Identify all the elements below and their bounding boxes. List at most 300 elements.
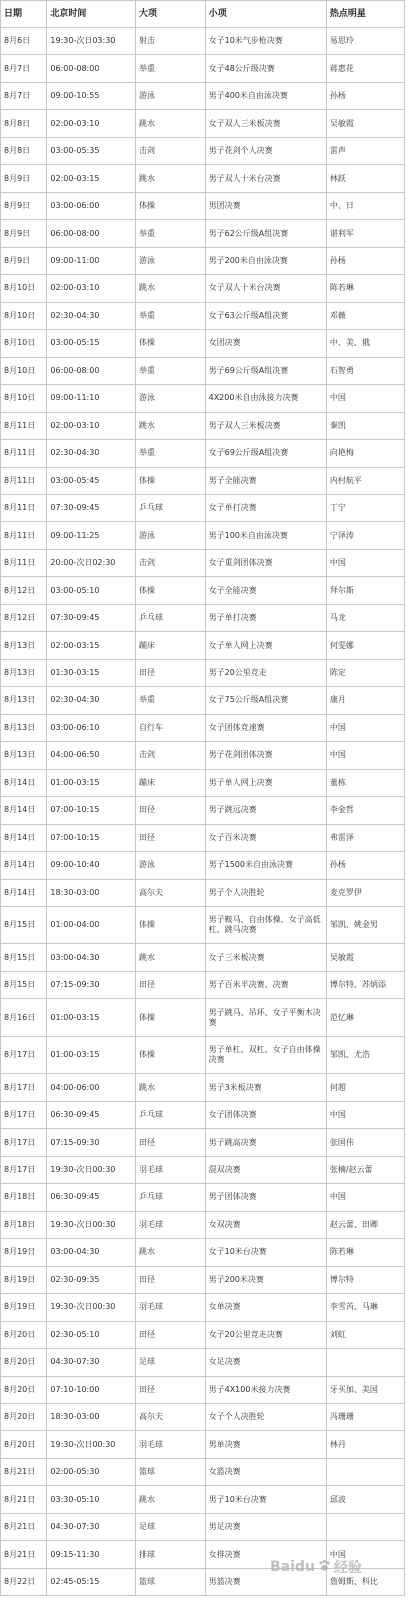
cell-star <box>326 1513 404 1540</box>
cell-event: 男子百米半决赛、决赛 <box>205 971 326 998</box>
cell-sport: 跳水 <box>136 412 206 439</box>
cell-event: 女足决赛 <box>205 1349 326 1376</box>
cell-time: 06:00-08:00 <box>47 357 136 384</box>
cell-star: 中国 <box>326 385 404 412</box>
cell-event: 男子团体决赛 <box>205 1184 326 1211</box>
cell-event: 女子单人网上决赛 <box>205 632 326 659</box>
cell-event: 女子全能决赛 <box>205 577 326 604</box>
cell-date: 8月9日 <box>1 220 47 247</box>
cell-sport: 举重 <box>136 357 206 384</box>
cell-date: 8月7日 <box>1 55 47 82</box>
cell-time: 04:00-06:00 <box>47 1074 136 1101</box>
cell-date: 8月9日 <box>1 192 47 219</box>
cell-time: 02:00-03:10 <box>47 412 136 439</box>
cell-date: 8月17日 <box>1 1156 47 1183</box>
cell-star: 石智勇 <box>326 357 404 384</box>
cell-event: 女子75公斤级A组决赛 <box>205 687 326 714</box>
cell-time: 03:00-05:15 <box>47 330 136 357</box>
cell-sport: 乒乓球 <box>136 604 206 631</box>
table-row <box>1 1513 405 1540</box>
cell-star: 中国 <box>326 1101 404 1128</box>
cell-star: 弗雷泽 <box>326 824 404 851</box>
cell-date: 8月20日 <box>1 1349 47 1376</box>
cell-time: 02:30-04:30 <box>47 687 136 714</box>
cell-sport: 击剑 <box>136 742 206 769</box>
cell-time: 03:00-04:30 <box>47 944 136 971</box>
cell-date: 8月15日 <box>1 971 47 998</box>
cell-sport: 田径 <box>136 824 206 851</box>
cell-time: 07:00-10:15 <box>47 797 136 824</box>
table-row <box>1 165 405 192</box>
cell-time: 06:30-09:45 <box>47 1184 136 1211</box>
table-row <box>1 467 405 494</box>
cell-event: 男子花剑个人决赛 <box>205 137 326 164</box>
cell-star: 吴敏霞 <box>326 944 404 971</box>
watermark-suffix: 经验 <box>333 1560 362 1576</box>
cell-date: 8月6日 <box>1 28 47 55</box>
cell-event: 男团决赛 <box>205 192 326 219</box>
table-row <box>1 1211 405 1238</box>
cell-date: 8月10日 <box>1 330 47 357</box>
cell-star: 董栋 <box>326 769 404 796</box>
cell-sport: 跳水 <box>136 110 206 137</box>
cell-time: 19:30-次日03:30 <box>47 28 136 55</box>
table-row <box>1 659 405 686</box>
cell-event: 男子双人三米板决赛 <box>205 412 326 439</box>
watermark-brand: Baidu <box>270 1559 315 1575</box>
cell-time: 01:00-04:00 <box>47 907 136 944</box>
cell-sport: 举重 <box>136 220 206 247</box>
table-row <box>1 944 405 971</box>
cell-star: 何雯娜 <box>326 632 404 659</box>
cell-date: 8月10日 <box>1 275 47 302</box>
cell-star: 林跃 <box>326 165 404 192</box>
cell-time: 02:30-04:30 <box>47 440 136 467</box>
cell-time: 03:30-05:10 <box>47 1486 136 1513</box>
cell-star: 马龙 <box>326 604 404 631</box>
cell-date: 8月7日 <box>1 82 47 109</box>
header-sport: 大项 <box>136 1 206 28</box>
cell-sport: 体操 <box>136 467 206 494</box>
cell-date: 8月21日 <box>1 1458 47 1485</box>
table-row <box>1 330 405 357</box>
cell-time: 20:00-次日02:30 <box>47 549 136 576</box>
table-row <box>1 82 405 109</box>
cell-event: 女子63公斤级A组决赛 <box>205 302 326 329</box>
table-row <box>1 28 405 55</box>
cell-sport: 高尔夫 <box>136 1403 206 1430</box>
cell-star: 陈若琳 <box>326 275 404 302</box>
cell-date: 8月19日 <box>1 1239 47 1266</box>
table-row <box>1 549 405 576</box>
cell-date: 8月13日 <box>1 632 47 659</box>
table-row <box>1 632 405 659</box>
cell-event: 女子10米台决赛 <box>205 1239 326 1266</box>
cell-event: 女子48公斤级决赛 <box>205 55 326 82</box>
cell-time: 07:00-10:15 <box>47 824 136 851</box>
table-row <box>1 907 405 944</box>
cell-time: 07:30-09:45 <box>47 494 136 521</box>
cell-time: 04:30-07:30 <box>47 1349 136 1376</box>
cell-event: 男子单打决赛 <box>205 604 326 631</box>
cell-event: 女子10米气步枪决赛 <box>205 28 326 55</box>
cell-sport: 射击 <box>136 28 206 55</box>
cell-star: 邓薇 <box>326 302 404 329</box>
cell-sport: 蹦床 <box>136 769 206 796</box>
cell-star: 内村航平 <box>326 467 404 494</box>
table-row <box>1 1036 405 1073</box>
cell-date: 8月14日 <box>1 797 47 824</box>
cell-event: 男子200米决赛 <box>205 1266 326 1293</box>
cell-sport: 田径 <box>136 797 206 824</box>
cell-star: 冯珊珊 <box>326 1403 404 1430</box>
cell-date: 8月22日 <box>1 1568 47 1595</box>
table-row <box>1 110 405 137</box>
header-row <box>1 1 405 28</box>
cell-date: 8月17日 <box>1 1074 47 1101</box>
cell-time: 04:00-06:50 <box>47 742 136 769</box>
cell-sport: 举重 <box>136 302 206 329</box>
cell-star: 范忆琳 <box>326 999 404 1036</box>
cell-event: 女子单打决赛 <box>205 494 326 521</box>
cell-date: 8月15日 <box>1 907 47 944</box>
cell-event: 男子100米自由泳决赛 <box>205 522 326 549</box>
table-row <box>1 494 405 521</box>
cell-date: 8月21日 <box>1 1541 47 1568</box>
cell-event: 女子重剑团体决赛 <box>205 549 326 576</box>
cell-time: 06:00-08:00 <box>47 220 136 247</box>
cell-date: 8月11日 <box>1 412 47 439</box>
header-beijing-time: 北京时间 <box>47 1 136 28</box>
cell-date: 8月13日 <box>1 659 47 686</box>
cell-event: 男足决赛 <box>205 1513 326 1540</box>
cell-date: 8月14日 <box>1 824 47 851</box>
cell-time: 02:45-05:15 <box>47 1568 136 1595</box>
cell-time: 03:00-06:10 <box>47 714 136 741</box>
cell-sport: 羽毛球 <box>136 1294 206 1321</box>
cell-event: 男子1500米自由泳决赛 <box>205 852 326 879</box>
cell-date: 8月9日 <box>1 247 47 274</box>
cell-star: 邱波 <box>326 1486 404 1513</box>
cell-star: 博尔特、苏炳添 <box>326 971 404 998</box>
cell-date: 8月20日 <box>1 1376 47 1403</box>
cell-sport: 跳水 <box>136 1074 206 1101</box>
table-row <box>1 1403 405 1430</box>
table-row <box>1 1129 405 1156</box>
cell-star: 李金哲 <box>326 797 404 824</box>
table-row <box>1 1156 405 1183</box>
cell-sport: 篮球 <box>136 1458 206 1485</box>
table-row <box>1 1239 405 1266</box>
cell-time: 06:00-08:00 <box>47 55 136 82</box>
cell-sport: 游泳 <box>136 82 206 109</box>
cell-sport: 游泳 <box>136 385 206 412</box>
cell-star: 刘虹 <box>326 1321 404 1348</box>
cell-star: 牙买加、美国 <box>326 1376 404 1403</box>
cell-date: 8月11日 <box>1 522 47 549</box>
cell-star: 秦凯 <box>326 412 404 439</box>
header-star: 热点明星 <box>326 1 404 28</box>
cell-event: 男子跳马、吊环、女子平衡木决赛 <box>205 999 326 1036</box>
cell-date: 8月13日 <box>1 742 47 769</box>
cell-time: 09:00-11:10 <box>47 385 136 412</box>
cell-star: 易思玲 <box>326 28 404 55</box>
cell-sport: 乒乓球 <box>136 1184 206 1211</box>
table-row <box>1 275 405 302</box>
cell-date: 8月9日 <box>1 165 47 192</box>
cell-time: 09:00-11:00 <box>47 247 136 274</box>
table-row <box>1 1431 405 1458</box>
cell-sport: 体操 <box>136 577 206 604</box>
cell-time: 18:30-03:00 <box>47 1403 136 1430</box>
cell-date: 8月20日 <box>1 1321 47 1348</box>
cell-time: 01:00-03:15 <box>47 769 136 796</box>
cell-star: 中、日 <box>326 192 404 219</box>
cell-time: 02:00-05:30 <box>47 1458 136 1485</box>
table-row <box>1 852 405 879</box>
cell-time: 02:00-03:15 <box>47 165 136 192</box>
cell-date: 8月10日 <box>1 357 47 384</box>
table-row <box>1 971 405 998</box>
cell-date: 8月21日 <box>1 1486 47 1513</box>
cell-event: 男子10米台决赛 <box>205 1486 326 1513</box>
cell-date: 8月8日 <box>1 137 47 164</box>
cell-sport: 田径 <box>136 1129 206 1156</box>
cell-sport: 田径 <box>136 1376 206 1403</box>
cell-sport: 足球 <box>136 1513 206 1540</box>
cell-sport: 体操 <box>136 1036 206 1073</box>
table-row <box>1 1568 405 1595</box>
cell-event: 男子跳远决赛 <box>205 797 326 824</box>
table-row <box>1 137 405 164</box>
table-row <box>1 247 405 274</box>
table-row <box>1 797 405 824</box>
cell-sport: 高尔夫 <box>136 879 206 906</box>
cell-date: 8月17日 <box>1 1036 47 1073</box>
cell-sport: 体操 <box>136 192 206 219</box>
cell-time: 02:00-03:10 <box>47 275 136 302</box>
cell-time: 02:30-05:10 <box>47 1321 136 1348</box>
cell-date: 8月13日 <box>1 687 47 714</box>
cell-time: 09:15-11:30 <box>47 1541 136 1568</box>
cell-date: 8月14日 <box>1 769 47 796</box>
table-row <box>1 1349 405 1376</box>
cell-date: 8月21日 <box>1 1513 47 1540</box>
cell-event: 女双决赛 <box>205 1211 326 1238</box>
cell-sport: 跳水 <box>136 1239 206 1266</box>
cell-time: 01:00-03:15 <box>47 1036 136 1073</box>
cell-event: 男篮决赛 <box>205 1568 326 1595</box>
cell-star: 康月 <box>326 687 404 714</box>
cell-date: 8月10日 <box>1 302 47 329</box>
cell-time: 01:00-03:15 <box>47 999 136 1036</box>
cell-star: 张楠/赵云蕾 <box>326 1156 404 1183</box>
cell-star: 吴敏霞 <box>326 110 404 137</box>
cell-star: 孙杨 <box>326 82 404 109</box>
cell-time: 03:00-04:30 <box>47 1239 136 1266</box>
cell-sport: 游泳 <box>136 522 206 549</box>
cell-time: 09:00-10:40 <box>47 852 136 879</box>
cell-date: 8月17日 <box>1 1129 47 1156</box>
cell-time: 06:30-09:45 <box>47 1101 136 1128</box>
cell-sport: 游泳 <box>136 852 206 879</box>
cell-star: 蒋惠花 <box>326 55 404 82</box>
cell-sport: 击剑 <box>136 549 206 576</box>
cell-event: 男子全能决赛 <box>205 467 326 494</box>
cell-sport: 田径 <box>136 659 206 686</box>
cell-sport: 跳水 <box>136 1486 206 1513</box>
cell-date: 8月15日 <box>1 944 47 971</box>
cell-time: 02:00-03:10 <box>47 110 136 137</box>
cell-star: 谌利军 <box>326 220 404 247</box>
cell-date: 8月11日 <box>1 440 47 467</box>
cell-sport: 篮球 <box>136 1568 206 1595</box>
cell-sport: 自行车 <box>136 714 206 741</box>
table-row <box>1 192 405 219</box>
cell-sport: 乒乓球 <box>136 1101 206 1128</box>
cell-event: 女子20公里竞走决赛 <box>205 1321 326 1348</box>
table-row <box>1 824 405 851</box>
cell-star: 博尔特 <box>326 1266 404 1293</box>
cell-event: 男子单杠、双杠、女子自由体操决赛 <box>205 1036 326 1073</box>
cell-date: 8月16日 <box>1 999 47 1036</box>
cell-date: 8月14日 <box>1 879 47 906</box>
cell-event: 女单决赛 <box>205 1294 326 1321</box>
cell-date: 8月17日 <box>1 1101 47 1128</box>
cell-time: 19:30-次日00:30 <box>47 1211 136 1238</box>
cell-sport: 举重 <box>136 440 206 467</box>
table-row <box>1 687 405 714</box>
schedule-table-body <box>1 1 405 1596</box>
cell-sport: 羽毛球 <box>136 1431 206 1458</box>
table-row <box>1 1321 405 1348</box>
cell-date: 8月12日 <box>1 604 47 631</box>
cell-time: 03:00-05:45 <box>47 467 136 494</box>
cell-star: 詹姆斯、科比 <box>326 1568 404 1595</box>
cell-star: 拜尔斯 <box>326 577 404 604</box>
cell-star: 孙杨 <box>326 852 404 879</box>
cell-sport: 跳水 <box>136 275 206 302</box>
cell-star: 林丹 <box>326 1431 404 1458</box>
cell-event: 男子200米自由泳决赛 <box>205 247 326 274</box>
table-row <box>1 769 405 796</box>
cell-event: 女子团体决赛 <box>205 1101 326 1128</box>
table-row <box>1 220 405 247</box>
cell-star: 邹凯、尤浩 <box>326 1036 404 1073</box>
cell-event: 男子4X100米接力决赛 <box>205 1376 326 1403</box>
cell-time: 02:00-03:15 <box>47 632 136 659</box>
table-row <box>1 522 405 549</box>
table-row <box>1 1074 405 1101</box>
cell-event: 女篮决赛 <box>205 1458 326 1485</box>
table-row <box>1 999 405 1036</box>
cell-event: 男子20公里竞走 <box>205 659 326 686</box>
table-row <box>1 1101 405 1128</box>
cell-event: 男子双人十米台决赛 <box>205 165 326 192</box>
cell-sport: 田径 <box>136 1321 206 1348</box>
table-row <box>1 385 405 412</box>
cell-event: 男子3米板决赛 <box>205 1074 326 1101</box>
cell-star: 陈定 <box>326 659 404 686</box>
cell-sport: 击剑 <box>136 137 206 164</box>
cell-sport: 羽毛球 <box>136 1211 206 1238</box>
cell-time: 03:00-05:10 <box>47 577 136 604</box>
cell-date: 8月19日 <box>1 1294 47 1321</box>
cell-sport: 田径 <box>136 1266 206 1293</box>
cell-star: 宁泽涛 <box>326 522 404 549</box>
table-row <box>1 55 405 82</box>
cell-event: 女子个人决胜轮 <box>205 1403 326 1430</box>
cell-star: 麦克罗伊 <box>326 879 404 906</box>
cell-time: 07:30-09:45 <box>47 604 136 631</box>
cell-event: 男子69公斤级A组决赛 <box>205 357 326 384</box>
cell-sport: 羽毛球 <box>136 1156 206 1183</box>
cell-event: 男子跳高决赛 <box>205 1129 326 1156</box>
table-row <box>1 1294 405 1321</box>
table-row <box>1 1486 405 1513</box>
table-row <box>1 879 405 906</box>
table-row <box>1 577 405 604</box>
cell-time: 07:15-09:30 <box>47 971 136 998</box>
cell-sport: 体操 <box>136 907 206 944</box>
cell-sport: 跳水 <box>136 165 206 192</box>
table-row <box>1 302 405 329</box>
cell-event: 女子团体竞速赛 <box>205 714 326 741</box>
table-row <box>1 357 405 384</box>
cell-star: 孙杨 <box>326 247 404 274</box>
cell-sport: 蹦床 <box>136 632 206 659</box>
cell-date: 8月18日 <box>1 1184 47 1211</box>
cell-date: 8月20日 <box>1 1403 47 1430</box>
cell-time: 19:30-次日00:30 <box>47 1156 136 1183</box>
header-date: 日期 <box>1 1 47 28</box>
cell-star: 中、美、俄 <box>326 330 404 357</box>
cell-event: 混双决赛 <box>205 1156 326 1183</box>
table-row <box>1 604 405 631</box>
table-row <box>1 1541 405 1568</box>
cell-star: 张国伟 <box>326 1129 404 1156</box>
cell-event: 女子三米板决赛 <box>205 944 326 971</box>
cell-event: 男子单人网上决赛 <box>205 769 326 796</box>
cell-star: 中国 <box>326 1541 404 1568</box>
cell-time: 01:30-03:15 <box>47 659 136 686</box>
table-row <box>1 1376 405 1403</box>
cell-star: 丁宁 <box>326 494 404 521</box>
cell-date: 8月11日 <box>1 549 47 576</box>
cell-star: 李雪芮、马琳 <box>326 1294 404 1321</box>
cell-sport: 田径 <box>136 971 206 998</box>
cell-sport: 举重 <box>136 687 206 714</box>
cell-star: 邹凯、姚金男 <box>326 907 404 944</box>
cell-sport: 乒乓球 <box>136 494 206 521</box>
cell-sport: 体操 <box>136 330 206 357</box>
cell-time: 03:00-05:35 <box>47 137 136 164</box>
table-row <box>1 1184 405 1211</box>
table-row <box>1 440 405 467</box>
cell-date: 8月12日 <box>1 577 47 604</box>
cell-date: 8月14日 <box>1 852 47 879</box>
cell-time: 07:10-10:00 <box>47 1376 136 1403</box>
cell-date: 8月19日 <box>1 1266 47 1293</box>
cell-star: 陈若琳 <box>326 1239 404 1266</box>
cell-time: 07:15-09:30 <box>47 1129 136 1156</box>
cell-event: 男子鞍马、自由体操、女子高低杠、跳马决赛 <box>205 907 326 944</box>
cell-event: 男子花剑团体决赛 <box>205 742 326 769</box>
cell-time: 02:30-09:35 <box>47 1266 136 1293</box>
cell-date: 8月11日 <box>1 494 47 521</box>
cell-time: 04:30-07:30 <box>47 1513 136 1540</box>
cell-sport: 排球 <box>136 1541 206 1568</box>
